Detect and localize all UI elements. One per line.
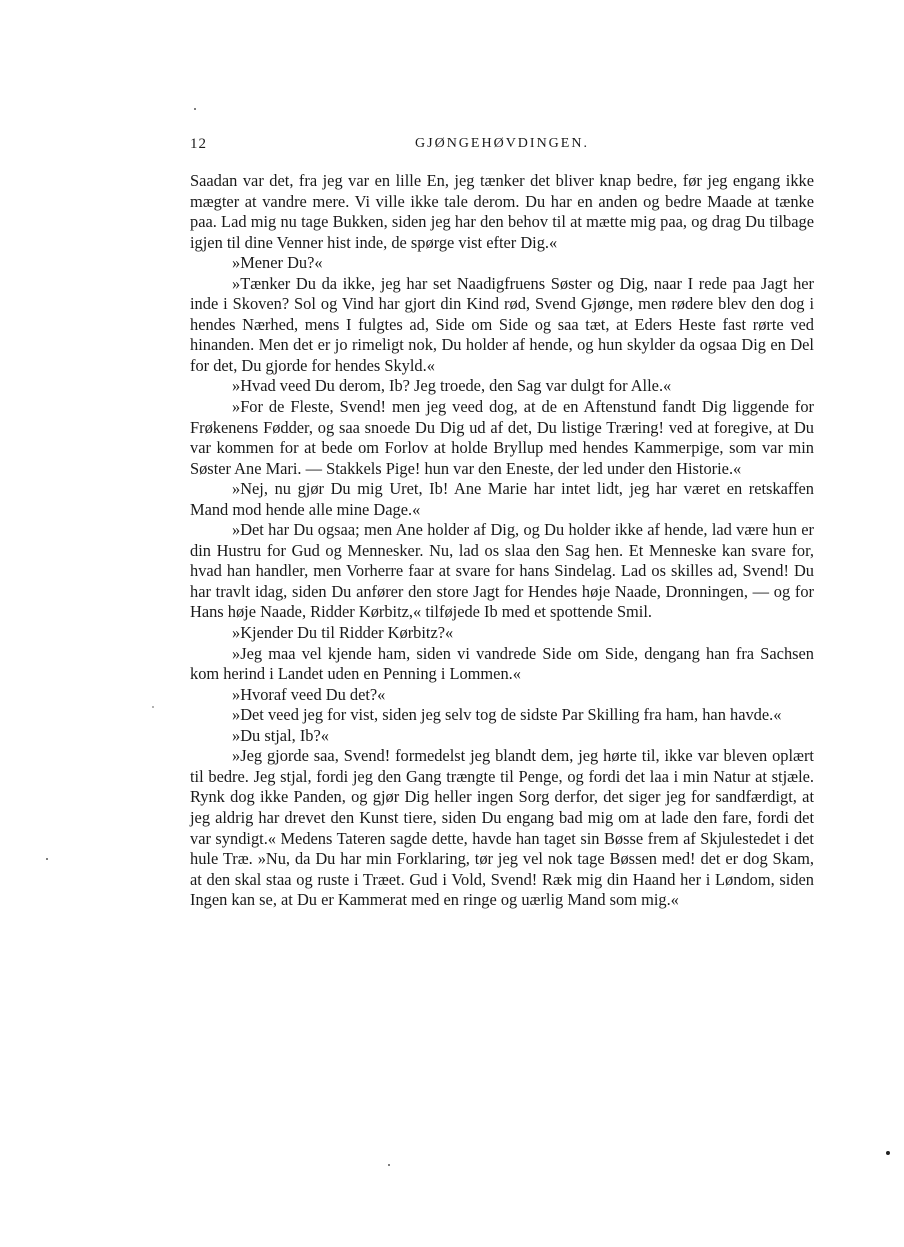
paragraph: »Mener Du?« xyxy=(232,253,323,273)
paragraph: »Du stjal, Ib?« xyxy=(232,725,329,745)
paragraph: »Hvoraf veed Du det?« xyxy=(232,684,386,704)
scan-speck xyxy=(152,706,154,708)
paragraph: »Det veed jeg for vist, siden jeg selv tog de sidste Par Skilling fra ham, han havde.« xyxy=(232,705,782,725)
paragraph: »Jeg gjorde saa, Svend! formedelst jeg blandt dem, jeg hørte til, ikke var bleven oplært til bedre. Jeg stjal, fordi jeg den Gang trængte til Penge, og fordi det laa i min Natur at stjæle. Rynk dog ikke Panden, og gjør Dig heller ingen Sorg derfor, det siger jeg for sandfærdigt, at jeg aldrig har drevet den Kunst tiere, siden Du engang bad mig om at lade den fare, fordi det var syndigt.« Medens Tateren sagde dette, havde han taget sin Bøsse frem af Skjulestedet i det hule Træ. »Nu, da Du har min Forklaring, tør jeg vel nok tage Bøssen med! det er dog Skam, at den skal staa og ruste i Træet. Gud i Vold, Svend! Ræk mig din Haand her i Løndom, siden Ingen kan se, at Du er Kammerat med en ringe og uærlig Mand som mig.« xyxy=(190,746,814,910)
paragraph: »Kjender Du til Ridder Kørbitz?« xyxy=(232,623,454,643)
paragraph: »Jeg maa vel kjende ham, siden vi vandrede Side om Side, dengang han fra Sachsen kom herind i Landet uden en Penning i Lommen.« xyxy=(190,643,814,684)
paragraph: »Nej, nu gjør Du mig Uret, Ib! Ane Marie har intet lidt, jeg har været en retskaffen Mand mod hende alle mine Dage.« xyxy=(190,479,814,519)
paragraph: »For de Fleste, Svend! men jeg veed dog, at de en Aftenstund fandt Dig liggende for Frøkenens Fødder, og saa snoede Du Dig ud af det, Du listige Træring! ved at foregive, at Du var kommen for at bede om Forlov at holde Bryllup med hendes Kammerpige, som var min Søster Ane Mari. — Stakkels Pige! hun var den Eneste, der led under den Historie.« xyxy=(190,397,814,478)
paragraph: »Tænker Du da ikke, jeg har set Naadigfruens Søster og Dig, naar I rede paa Jagt her inde i Skoven? Sol og Vind har gjort din Kind rød, Svend Gjønge, men rødere blev den dog i hendes Nærhed, mens I fulgtes ad, Side om Side og saa tæt, at Eders Heste fast rørte ved hinanden. Men det er jo rimeligt nok, Du holder af hende, og hun skylder da ogsaa Dig en Del for det, Du gjorde for hendes Skyld.« xyxy=(190,273,814,375)
body-text xyxy=(190,171,814,911)
paragraph: »Det har Du ogsaa; men Ane holder af Dig, og Du holder ikke af hende, lad være hun er din Hustru for Gud og Mennesker. Nu, lad os slaa den Sag hen. Et Menneske kan svare for, hvad han handler, men Vorherre faar at svare for hans Sindelag. Lad os skilles ad, Svend! Du har travlt idag, siden Du anfører den store Jagt for Hendes høje Naade, Dronningen, — og for Hans høje Naade, Ridder Kørbitz,« tilføjede Ib med et spottende Smil. xyxy=(190,520,814,622)
scan-speck xyxy=(388,1164,390,1166)
paragraph: »Hvad veed Du derom, Ib? Jeg troede, den Sag var dulgt for Alle.« xyxy=(232,376,672,396)
paragraph: Saadan var det, fra jeg var en lille En, jeg tænker det bliver knap bedre, før jeg engang ikke mægter at vandre mere. Vi ville ikke tale derom. Du har en anden og bedre Maade at tænke paa. Lad mig nu tage Bukken, siden jeg har den behov til at mætte mig paa, og drag Du tilbage igjen til dine Venner hist inde, de spørge vist efter Dig.« xyxy=(190,171,814,252)
running-head xyxy=(190,136,814,158)
scan-speck xyxy=(194,108,196,110)
scan-speck xyxy=(46,858,48,860)
scan-speck xyxy=(886,1151,890,1155)
running-title: GJØNGEHØVDINGEN. xyxy=(415,136,589,151)
page-number: 12 xyxy=(190,136,207,152)
